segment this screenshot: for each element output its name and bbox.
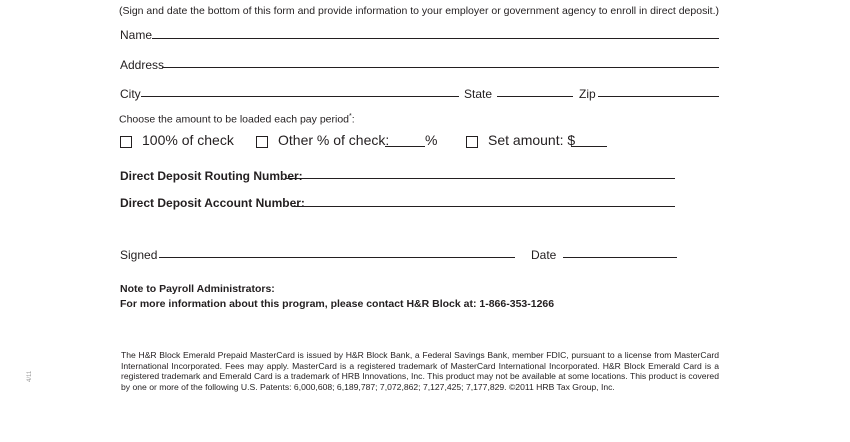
state-label: State — [464, 87, 493, 101]
legal-disclaimer: The H&R Block Emerald Prepaid MasterCard is issued by H&R Block Bank, a Federal Savings Bank, member FDIC, pursuant to a license from MasterCard International Incorporated. Fees may apply. MasterCard is a registered trademark of MasterCard International Incorporated. H&R Block Emerald Card is a registered trademark and Emerald Card is a trademark of HRB Innovations, Inc. This product may not be available at some locations. This product is covered by one or more of the following U.S. Patents: 6,000,608; 6,189,787; 7,072,862; 7,127,425; 7,177,829. ©2011 HRB Tax Group, Inc. — [121, 350, 719, 392]
option-other-percent-label: Other % of check: — [278, 132, 390, 148]
zip-field[interactable] — [598, 96, 719, 97]
address-field[interactable] — [162, 67, 719, 68]
city-field[interactable] — [141, 96, 459, 97]
date-field[interactable] — [563, 257, 677, 258]
form-revision-code: 4/11 — [27, 370, 33, 382]
option-100-percent-label: 100% of check — [142, 132, 234, 148]
form-instruction: (Sign and date the bottom of this form and provide information to your employer or government agency to enroll in direct deposit.) — [119, 5, 719, 17]
note-heading: Note to Payroll Administrators: — [120, 283, 275, 295]
other-percent-field[interactable] — [385, 146, 425, 147]
address-label: Address — [120, 58, 165, 72]
city-label: City — [120, 87, 141, 101]
note-body: For more information about this program, please contact H&R Block at: 1-866-353-1266 — [120, 298, 555, 310]
option-100-percent-checkbox[interactable] — [120, 136, 132, 148]
signature-field[interactable] — [159, 257, 515, 258]
signed-label: Signed — [120, 248, 158, 262]
date-label: Date — [531, 248, 557, 262]
amount-prompt-text: Choose the amount to be loaded each pay period — [119, 113, 350, 126]
option-set-amount-label: Set amount: $ — [488, 132, 576, 148]
option-other-percent-checkbox[interactable] — [256, 136, 268, 148]
state-field[interactable] — [497, 96, 573, 97]
name-field[interactable] — [152, 38, 719, 39]
routing-number-label: Direct Deposit Routing Number: — [120, 169, 303, 183]
amount-prompt-end: : — [351, 113, 355, 126]
amount-prompt — [119, 113, 355, 126]
routing-number-field[interactable] — [285, 178, 675, 179]
name-label: Name — [120, 28, 153, 42]
account-number-field[interactable] — [292, 206, 675, 207]
zip-label: Zip — [579, 87, 596, 101]
option-set-amount-checkbox[interactable] — [466, 136, 478, 148]
set-amount-field[interactable] — [571, 146, 607, 147]
amount-prompt-mark: * — [349, 113, 352, 120]
percent-sign: % — [425, 132, 438, 148]
account-number-label: Direct Deposit Account Number: — [120, 196, 305, 210]
